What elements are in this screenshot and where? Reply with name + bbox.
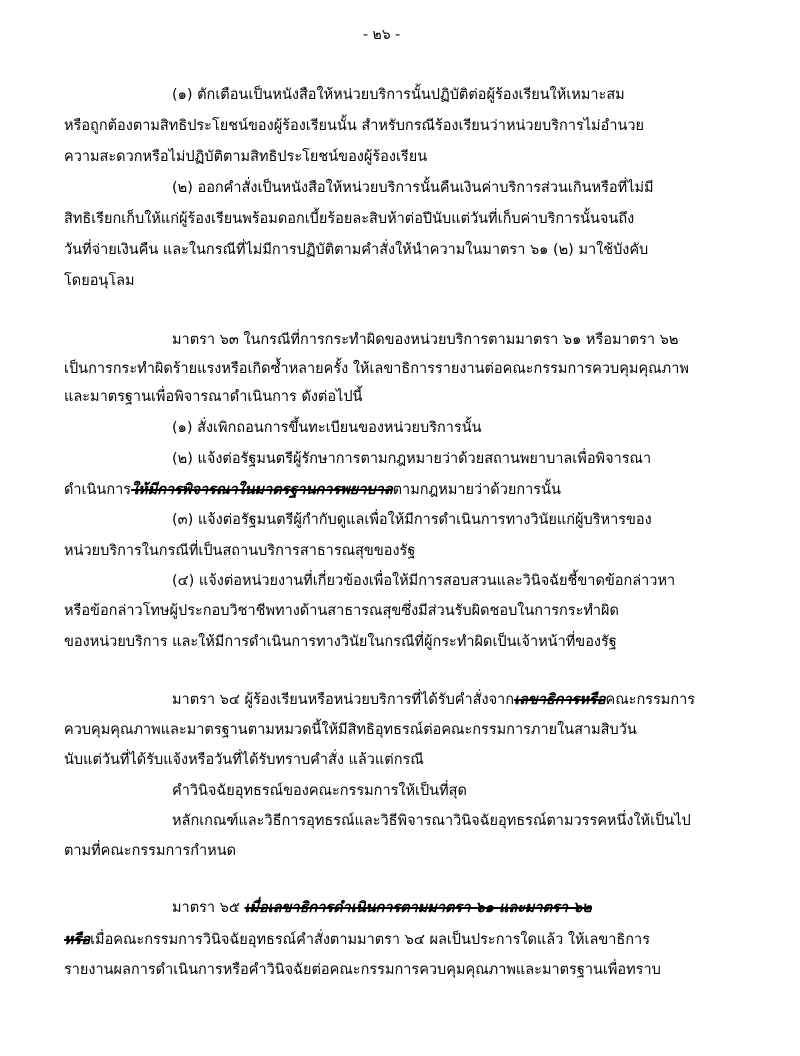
paragraph-line: รายงานผลการดำเนินการหรือคำวินิจฉัยต่อคณะกรรมการควบคุมคุณภาพและมาตรฐานเพื่อทราบ	[64, 962, 661, 978]
section-63-line: มาตรา ๖๓ ในกรณีที่การกระทำผิดของหน่วยบริการตามมาตรา ๖๑ หรือมาตรา ๖๒	[172, 332, 679, 348]
struck-out-text: เลขาธิการหรือ	[513, 692, 606, 708]
paragraph-line: คำวินิจฉัยอุทธรณ์ของคณะกรรมการให้เป็นที่สุด	[172, 783, 467, 799]
paragraph-line: ควบคุมคุณภาพและมาตรฐานตามหมวดนี้ให้มีสิทธิอุทธรณ์ต่อคณะกรรมการภายในสามสิบวัน	[64, 722, 637, 738]
struck-out-text: หรือ	[64, 932, 91, 948]
paragraph-line: (๑) ตักเตือนเป็นหนังสือให้หน่วยบริการนั้นปฏิบัติต่อผู้ร้องเรียนให้เหมาะสม	[172, 87, 625, 103]
paragraph-line: และมาตรฐานเพื่อพิจารณาดำเนินการ ดังต่อไปนี้	[64, 389, 363, 405]
section-64-line	[172, 690, 695, 710]
paragraph-line: (๓) แจ้งต่อรัฐมนตรีผู้กำกับดูแลเพื่อให้มีการดำเนินการทางวินัยแก่ผู้บริหารของ	[172, 512, 652, 528]
paragraph-line: ตามที่คณะกรรมการกำหนด	[64, 843, 237, 859]
paragraph-line: โดยอนุโลม	[64, 273, 135, 289]
line-text: คณะกรรมการ	[605, 692, 696, 708]
paragraph-line: เป็นการกระทำผิดร้ายแรงหรือเกิดซ้ำหลายครั้ง ให้เลขาธิการรายงานต่อคณะกรรมการควบคุมคุณภาพ	[64, 361, 689, 377]
paragraph-line: (๑) สั่งเพิกถอนการขึ้นทะเบียนของหน่วยบริการนั้น	[172, 420, 482, 436]
paragraph-line-with-strikeout	[64, 930, 650, 950]
paragraph-line: หรือถูกต้องตามสิทธิประโยชน์ของผู้ร้องเรียนนั้น สำหรับกรณีร้องเรียนว่าหน่วยบริการไม่อำนวย	[64, 118, 645, 134]
line-text: มาตรา ๖๔ ผู้ร้องเรียนหรือหน่วยบริการที่ได้รับคำสั่งจาก	[172, 692, 514, 708]
section-65-line	[172, 898, 592, 918]
paragraph-line: หน่วยบริการในกรณีที่เป็นสถานบริการสาธารณสุขของรัฐ	[64, 543, 416, 559]
paragraph-line: (๒) ออกคำสั่งเป็นหนังสือให้หน่วยบริการนั้นคืนเงินค่าบริการส่วนเกินหรือที่ไม่มี	[172, 180, 654, 196]
paragraph-line: หรือข้อกล่าวโทษผู้ประกอบวิชาชีพทางด้านสาธารณสุขซึ่งมีส่วนรับผิดชอบในการกระทำผิด	[64, 603, 619, 619]
line-text: ดำเนินการ	[64, 482, 132, 498]
page-number: - ๒๖ -	[363, 27, 401, 43]
paragraph-line: นับแต่วันที่ได้รับแจ้งหรือวันที่ได้รับทราบคำสั่ง แล้วแต่กรณี	[64, 752, 424, 768]
paragraph-line: ความสะดวกหรือไม่ปฏิบัติตามสิทธิประโยชน์ของผู้ร้องเรียน	[64, 149, 428, 165]
paragraph-line: (๒) แจ้งต่อรัฐมนตรีผู้รักษาการตามกฎหมายว่าด้วยสถานพยาบาลเพื่อพิจารณา	[172, 451, 652, 467]
paragraph-line: วันที่จ่ายเงินคืน และในกรณีที่ไม่มีการปฏิบัติตามคำสั่งให้นำความในมาตรา ๖๑ (๒) มาใช้บังคับ	[64, 242, 649, 258]
line-text: มาตรา ๖๕	[172, 900, 245, 916]
paragraph-line: สิทธิเรียกเก็บให้แก่ผู้ร้องเรียนพร้อมดอกเบี้ยร้อยละสิบห้าต่อปีนับแต่วันที่เก็บค่าบริการนั้นจนถึง	[64, 211, 635, 227]
line-text: ตามกฎหมายว่าด้วยการนั้น	[392, 482, 561, 498]
line-text: เมื่อคณะกรรมการวินิจฉัยอุทธรณ์คำสั่งตามมาตรา ๖๔ ผลเป็นประการใดแล้ว ให้เลขาธิการ	[90, 932, 650, 948]
struck-out-text: ให้มีการพิจารณาในมาตรฐานการพยาบาล	[131, 482, 393, 498]
struck-out-text: เมื่อเลขาธิการดำเนินการตามมาตรา ๖๑ และมาตรา ๖๒	[244, 900, 592, 916]
paragraph-line: หลักเกณฑ์และวิธีการอุทธรณ์และวิธีพิจารณาวินิจฉัยอุทธรณ์ตามวรรคหนึ่งให้เป็นไป	[172, 813, 691, 829]
paragraph-line: ของหน่วยบริการ และให้มีการดำเนินการทางวินัยในกรณีที่ผู้กระทำผิดเป็นเจ้าหน้าที่ของรัฐ	[64, 634, 617, 650]
paragraph-line: (๔) แจ้งต่อหน่วยงานที่เกี่ยวข้องเพื่อให้มีการสอบสวนและวินิจฉัยชี้ขาดข้อกล่าวหา	[172, 573, 676, 589]
paragraph-line-with-strikeout	[64, 480, 561, 500]
